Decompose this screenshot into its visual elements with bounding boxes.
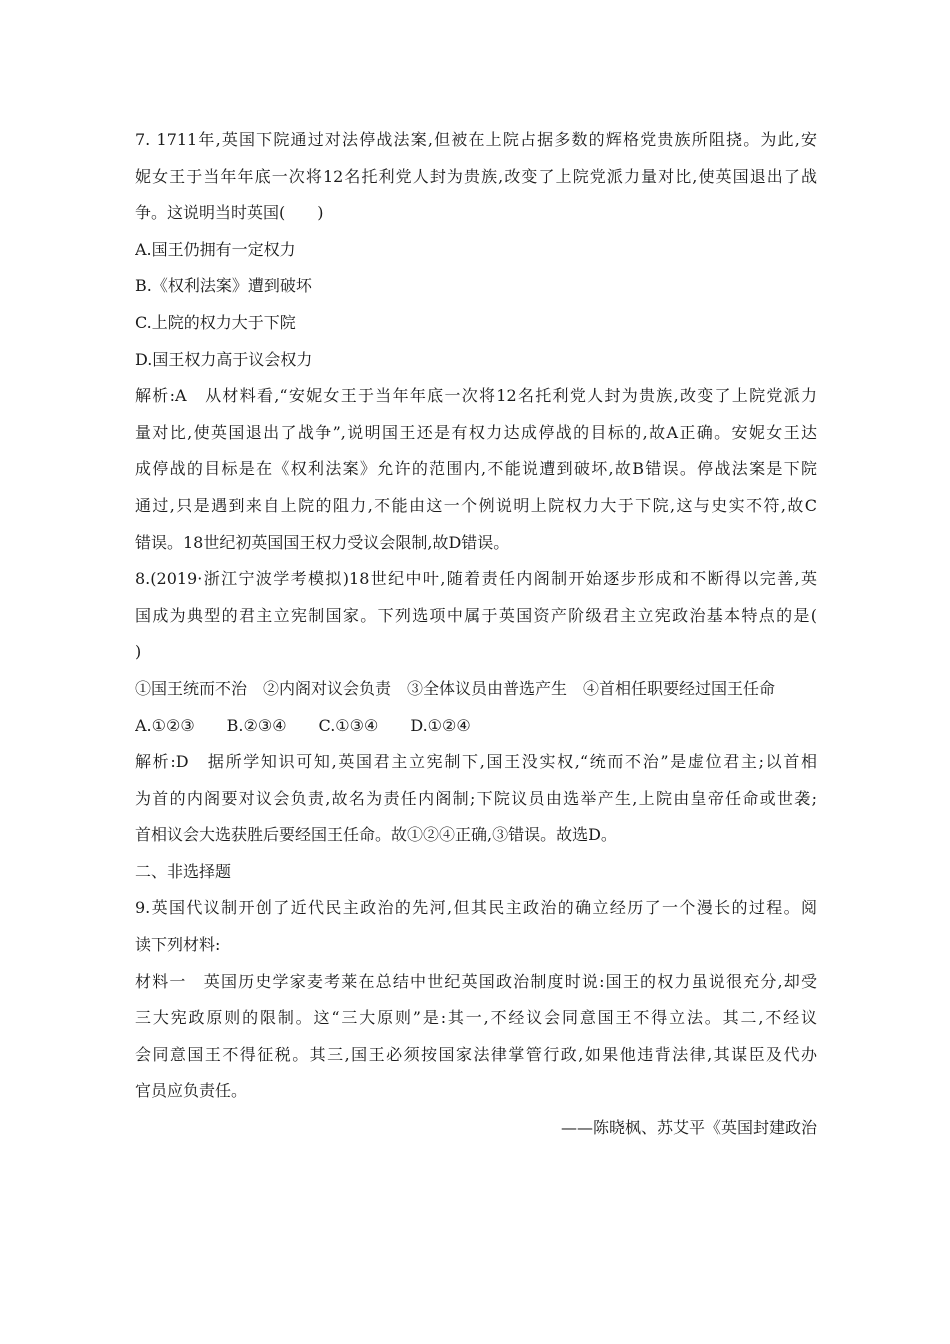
q8-analysis-line-3: 首相议会大选获胜后要经国王任命。故①②④正确,③错误。故选D。 <box>135 825 617 845</box>
section-heading-non-choice: 二、非选择题 <box>135 861 232 881</box>
q7-option-c: C.上院的权力大于下院 <box>135 312 296 332</box>
q8-analysis-line-2: 为首的内阁要对议会负责,故名为责任内阁制;下院议员由选举产生,上院由皇帝任命或世袭; <box>135 788 817 808</box>
q9-stem-line-1: 9.英国代议制开创了近代民主政治的先河,但其民主政治的确立经历了一个漫长的过程。阅 <box>135 898 817 918</box>
q7-option-d: D.国王权力高于议会权力 <box>135 349 313 369</box>
q7-analysis-line-2: 量对比,使英国退出了战争”,说明国王还是有权力达成停战的目标的,故A正确。安妮女王达 <box>135 422 817 442</box>
document-content <box>135 122 817 1147</box>
q7-analysis-line-1: 解析:A 从材料看,“安妮女王于当年年底一次将12名托利党人封为贵族,改变了上院党派力 <box>135 386 817 406</box>
question-9 <box>135 890 817 1146</box>
q8-statements: ①国王统而不治 ②内阁对议会负责 ③全体议员由普选产生 ④首相任职要经过国王任命 <box>135 678 776 698</box>
q7-analysis-line-3: 成停战的目标是在《权利法案》允许的范围内,不能说遭到破坏,故B错误。停战法案是下院 <box>135 459 817 479</box>
q7-option-a: A.国王仍拥有一定权力 <box>135 239 296 259</box>
q7-stem-line-3: 争。这说明当时英国( ) <box>135 203 324 223</box>
question-7 <box>135 122 817 561</box>
q8-stem-line-1: 8.(2019·浙江宁波学考模拟)18世纪中叶,随着责任内阁制开始逐步形成和不断得以完善,英 <box>135 569 817 589</box>
q9-material1-line-2: 三大宪政原则的限制。这“三大原则”是:其一,不经议会同意国王不得立法。其二,不经议 <box>135 1008 817 1028</box>
q7-analysis-line-5: 错误。18世纪初英国国王权力受议会限制,故D错误。 <box>135 532 510 552</box>
q7-analysis-line-4: 通过,只是遇到来自上院的阻力,不能由这一个例说明上院权力大于下院,这与史实不符,故C <box>135 495 817 515</box>
q9-stem-line-2: 读下列材料: <box>135 935 221 955</box>
q9-material1-source: ——陈晓枫、苏艾平《英国封建政治 <box>560 1118 817 1138</box>
q8-options: A.①②③ B.②③④ C.①③④ D.①②④ <box>135 715 471 735</box>
q9-material1-line-4: 官员应负责任。 <box>135 1081 248 1101</box>
q9-material1-line-1: 材料一 英国历史学家麦考莱在总结中世纪英国政治制度时说:国王的权力虽说很充分,却受 <box>135 971 817 991</box>
q9-material1-line-3: 会同意国王不得征税。其三,国王必须按国家法律掌管行政,如果他违背法律,其谋臣及代办 <box>135 1044 817 1064</box>
q8-stem-line-3: ) <box>135 642 142 662</box>
q8-analysis-line-1: 解析:D 据所学知识可知,英国君主立宪制下,国王没实权,“统而不治”是虚位君主;以首相 <box>135 752 817 772</box>
q8-stem-line-2: 国成为典型的君主立宪制国家。下列选项中属于英国资产阶级君主立宪政治基本特点的是( <box>135 605 817 625</box>
q7-option-b: B.《权利法案》遭到破坏 <box>135 276 312 296</box>
q7-stem-line-1: 7. 1711年,英国下院通过对法停战法案,但被在上院占据多数的辉格党贵族所阻挠。为此,安 <box>135 130 817 149</box>
q7-stem-line-2: 妮女王于当年年底一次将12名托利党人封为贵族,改变了上院党派力量对比,使英国退出了战 <box>135 166 817 186</box>
question-8 <box>135 561 817 854</box>
